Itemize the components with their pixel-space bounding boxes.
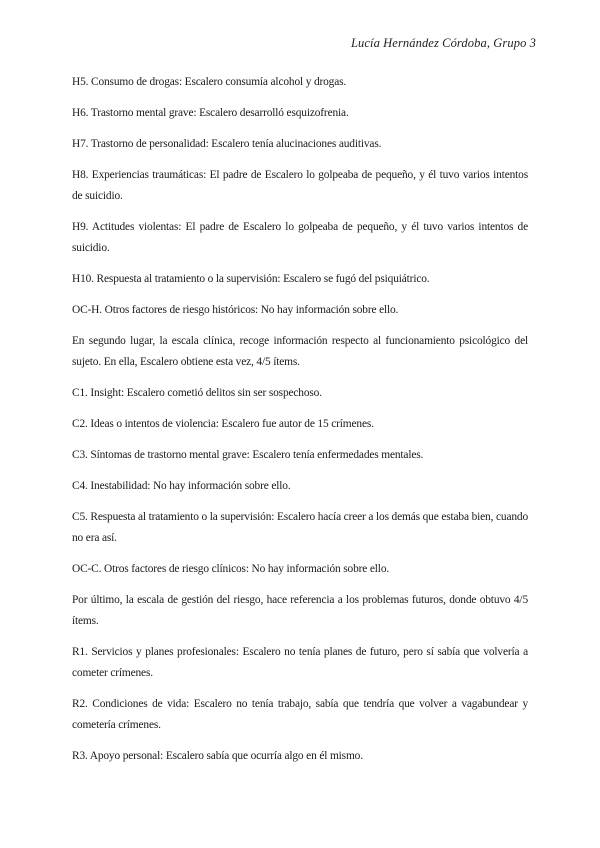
- paragraph-h8: H8. Experiencias traumáticas: El padre de Escalero lo golpeaba de pequeño, y él tuvo varios intentos de suicidio.: [72, 169, 528, 202]
- paragraph-c4: C4. Inestabilidad: No hay información sobre ello.: [72, 480, 291, 492]
- paragraph-clinical-intro: En segundo lugar, la escala clínica, recoge información respecto al funcionamiento psicológico del sujeto. En ella, Escalero obtiene esta vez, 4/5 ítems.: [72, 335, 528, 368]
- paragraph-r2: R2. Condiciones de vida: Escalero no tenía trabajo, sabía que tendría que volver a vagabundear y cometería crímenes.: [72, 698, 528, 731]
- paragraph-h10: H10. Respuesta al tratamiento o la supervisión: Escalero se fugó del psiquiátrico.: [72, 273, 430, 285]
- paragraph-h6: H6. Trastorno mental grave: Escalero desarrolló esquizofrenia.: [72, 107, 349, 119]
- paragraph-risk-intro: Por último, la escala de gestión del riesgo, hace referencia a los problemas futuros, donde obtuvo 4/5 ítems.: [72, 594, 528, 627]
- paragraph-c2: C2. Ideas o intentos de violencia: Escalero fue autor de 15 crímenes.: [72, 418, 374, 430]
- document-body: [72, 72, 528, 777]
- paragraph-h9: H9. Actitudes violentas: El padre de Escalero lo golpeaba de pequeño, y él tuvo varios intentos de suicidio.: [72, 221, 528, 254]
- paragraph-c5: C5. Respuesta al tratamiento o la supervisión: Escalero hacía creer a los demás que estaba bien, cuando no era así.: [72, 511, 528, 544]
- page-header: Lucía Hernández Córdoba, Grupo 3: [350, 36, 536, 50]
- paragraph-c1: C1. Insight: Escalero cometió delitos sin ser sospechoso.: [72, 387, 322, 399]
- paragraph-r3: R3. Apoyo personal: Escalero sabía que ocurría algo en él mismo.: [72, 750, 363, 762]
- paragraph-r1: R1. Servicios y planes profesionales: Escalero no tenía planes de futuro, pero sí sabía que volvería a cometer crímenes.: [72, 646, 528, 679]
- paragraph-oc-c: OC-C. Otros factores de riesgo clínicos: No hay información sobre ello.: [72, 563, 390, 575]
- paragraph-h5: H5. Consumo de drogas: Escalero consumía alcohol y drogas.: [72, 76, 347, 88]
- paragraph-c3: C3. Síntomas de trastorno mental grave: Escalero tenía enfermedades mentales.: [72, 449, 424, 461]
- paragraph-h7: H7. Trastorno de personalidad: Escalero tenía alucinaciones auditivas.: [72, 138, 382, 150]
- paragraph-oc-h: OC-H. Otros factores de riesgo históricos: No hay información sobre ello.: [72, 304, 399, 316]
